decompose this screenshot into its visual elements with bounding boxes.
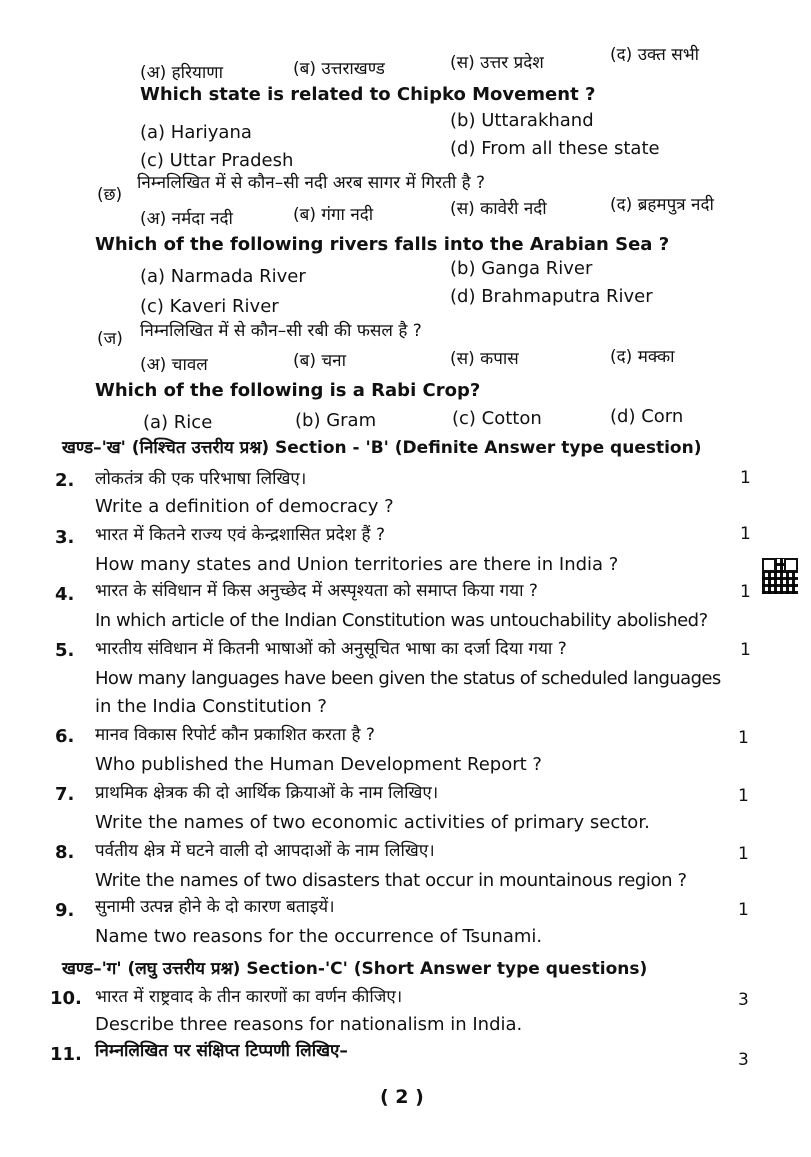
q-ja-option-hi-b: (ब) चना (293, 351, 347, 371)
q10-hi: भारत में राष्ट्रवाद के तीन कारणों का वर्णन कीजिए। (95, 987, 403, 1007)
q8-en: Write the names of two disasters that occur in mountainous region ? (95, 870, 687, 891)
q9-number: 9. (55, 900, 75, 921)
q4-marks: 1 (740, 582, 751, 602)
q2-hi: लोकतंत्र की एक परिभाषा लिखिए। (95, 469, 307, 489)
q3-marks: 1 (740, 524, 751, 544)
q-chha-option-hi-d: (द) ब्रहमपुत्र नदी (610, 195, 714, 215)
q-chha-option-hi-a: (अ) नर्मदा नदी (140, 209, 233, 229)
q-chha-question-en: Which of the following rivers falls into the Arabian Sea ? (95, 234, 670, 255)
q6-number: 6. (55, 726, 75, 747)
q5-hi: भारतीय संविधान में कितनी भाषाओं को अनुसूचित भाषा का दर्जा दिया गया ? (95, 639, 567, 659)
section-b-heading: खण्ड–'ख' (निश्चित उत्तरीय प्रश्न) Section - 'B' (Definite Answer type question) (62, 438, 702, 458)
qr-code-icon (762, 558, 798, 594)
chipko-option-en-c: (c) Uttar Pradesh (140, 150, 294, 171)
q5-en: How many languages have been given the status of scheduled languages (95, 668, 721, 689)
q-ja-option-en-c: (c) Cotton (452, 408, 542, 429)
q-chha-question-hi: निम्नलिखित में से कौन–सी नदी अरब सागर में गिरती है ? (137, 173, 486, 193)
q-chha-option-en-b: (b) Ganga River (450, 258, 593, 279)
q11-marks: 3 (738, 1050, 749, 1070)
q11-number: 11. (50, 1044, 82, 1065)
q-chha-option-hi-c: (स) कावेरी नदी (450, 199, 547, 219)
q7-marks: 1 (738, 786, 749, 806)
chipko-option-hi-a: (अ) हरियाणा (140, 63, 223, 83)
q2-marks: 1 (740, 468, 751, 488)
q4-en: In which article of the Indian Constitution was untouchability abolished? (95, 610, 708, 631)
q5-en-cont: in the India Constitution ? (95, 696, 327, 717)
q4-number: 4. (55, 584, 75, 605)
q8-marks: 1 (738, 844, 749, 864)
section-c-heading: खण्ड–'ग' (लघु उत्तरीय प्रश्न) Section-'C' (Short Answer type questions) (62, 959, 648, 979)
chipko-question-en: Which state is related to Chipko Movement ? (140, 84, 596, 105)
q9-hi: सुनामी उत्पन्न होने के दो कारण बताइयें। (95, 897, 335, 917)
chipko-option-en-d: (d) From all these state (450, 138, 660, 159)
q-ja-option-hi-a: (अ) चावल (140, 355, 208, 375)
q6-en: Who published the Human Development Report ? (95, 754, 542, 775)
q-ja-option-en-a: (a) Rice (143, 412, 213, 433)
q8-hi: पर्वतीय क्षेत्र में घटने वाली दो आपदाओं के नाम लिखिए। (95, 841, 435, 861)
q2-number: 2. (55, 470, 75, 491)
q11-hi: निम्नलिखित पर संक्षिप्त टिप्पणी लिखिए– (95, 1041, 348, 1061)
q5-number: 5. (55, 640, 75, 661)
q-ja-question-en: Which of the following is a Rabi Crop? (95, 380, 481, 401)
q-chha-option-hi-b: (ब) गंगा नदी (293, 205, 374, 225)
chipko-option-en-b: (b) Uttarakhand (450, 110, 594, 131)
chipko-option-hi-d: (द) उक्त सभी (610, 45, 700, 65)
q9-marks: 1 (738, 900, 749, 920)
q7-hi: प्राथमिक क्षेत्रक की दो आर्थिक क्रियाओं के नाम लिखिए। (95, 783, 439, 803)
q-ja-option-en-b: (b) Gram (295, 410, 377, 431)
q-chha-option-en-c: (c) Kaveri River (140, 296, 279, 317)
page-number: ( 2 ) (380, 1086, 424, 1108)
q-ja-option-en-d: (d) Corn (610, 406, 684, 427)
q3-en: How many states and Union territories are there in India ? (95, 554, 619, 575)
q2-en: Write a definition of democracy ? (95, 496, 394, 517)
q10-number: 10. (50, 988, 82, 1009)
q9-en: Name two reasons for the occurrence of Tsunami. (95, 926, 543, 947)
q3-number: 3. (55, 527, 75, 548)
q10-en: Describe three reasons for nationalism in India. (95, 1014, 523, 1035)
q-ja-option-hi-d: (द) मक्का (610, 347, 675, 367)
q10-marks: 3 (738, 990, 749, 1010)
q-ja-label: (ज) (97, 329, 123, 349)
q-chha-label: (छ) (97, 185, 123, 205)
chipko-option-hi-c: (स) उत्तर प्रदेश (450, 53, 544, 73)
q7-en: Write the names of two economic activities of primary sector. (95, 812, 650, 833)
q7-number: 7. (55, 784, 75, 805)
q6-marks: 1 (738, 728, 749, 748)
chipko-option-en-a: (a) Hariyana (140, 122, 252, 143)
q5-marks: 1 (740, 640, 751, 660)
q3-hi: भारत में कितने राज्य एवं केन्द्रशासित प्रदेश हैं ? (95, 525, 385, 545)
q4-hi: भारत के संविधान में किस अनुच्छेद में अस्पृश्यता को समाप्त किया गया ? (95, 581, 538, 601)
q-ja-option-hi-c: (स) कपास (450, 349, 519, 369)
q6-hi: मानव विकास रिपोर्ट कौन प्रकाशित करता है ? (95, 725, 375, 745)
q8-number: 8. (55, 842, 75, 863)
chipko-option-hi-b: (ब) उत्तराखण्ड (293, 59, 385, 79)
q-chha-option-en-d: (d) Brahmaputra River (450, 286, 653, 307)
q-chha-option-en-a: (a) Narmada River (140, 266, 306, 287)
q-ja-question-hi: निम्नलिखित में से कौन–सी रबी की फसल है ? (140, 321, 422, 341)
